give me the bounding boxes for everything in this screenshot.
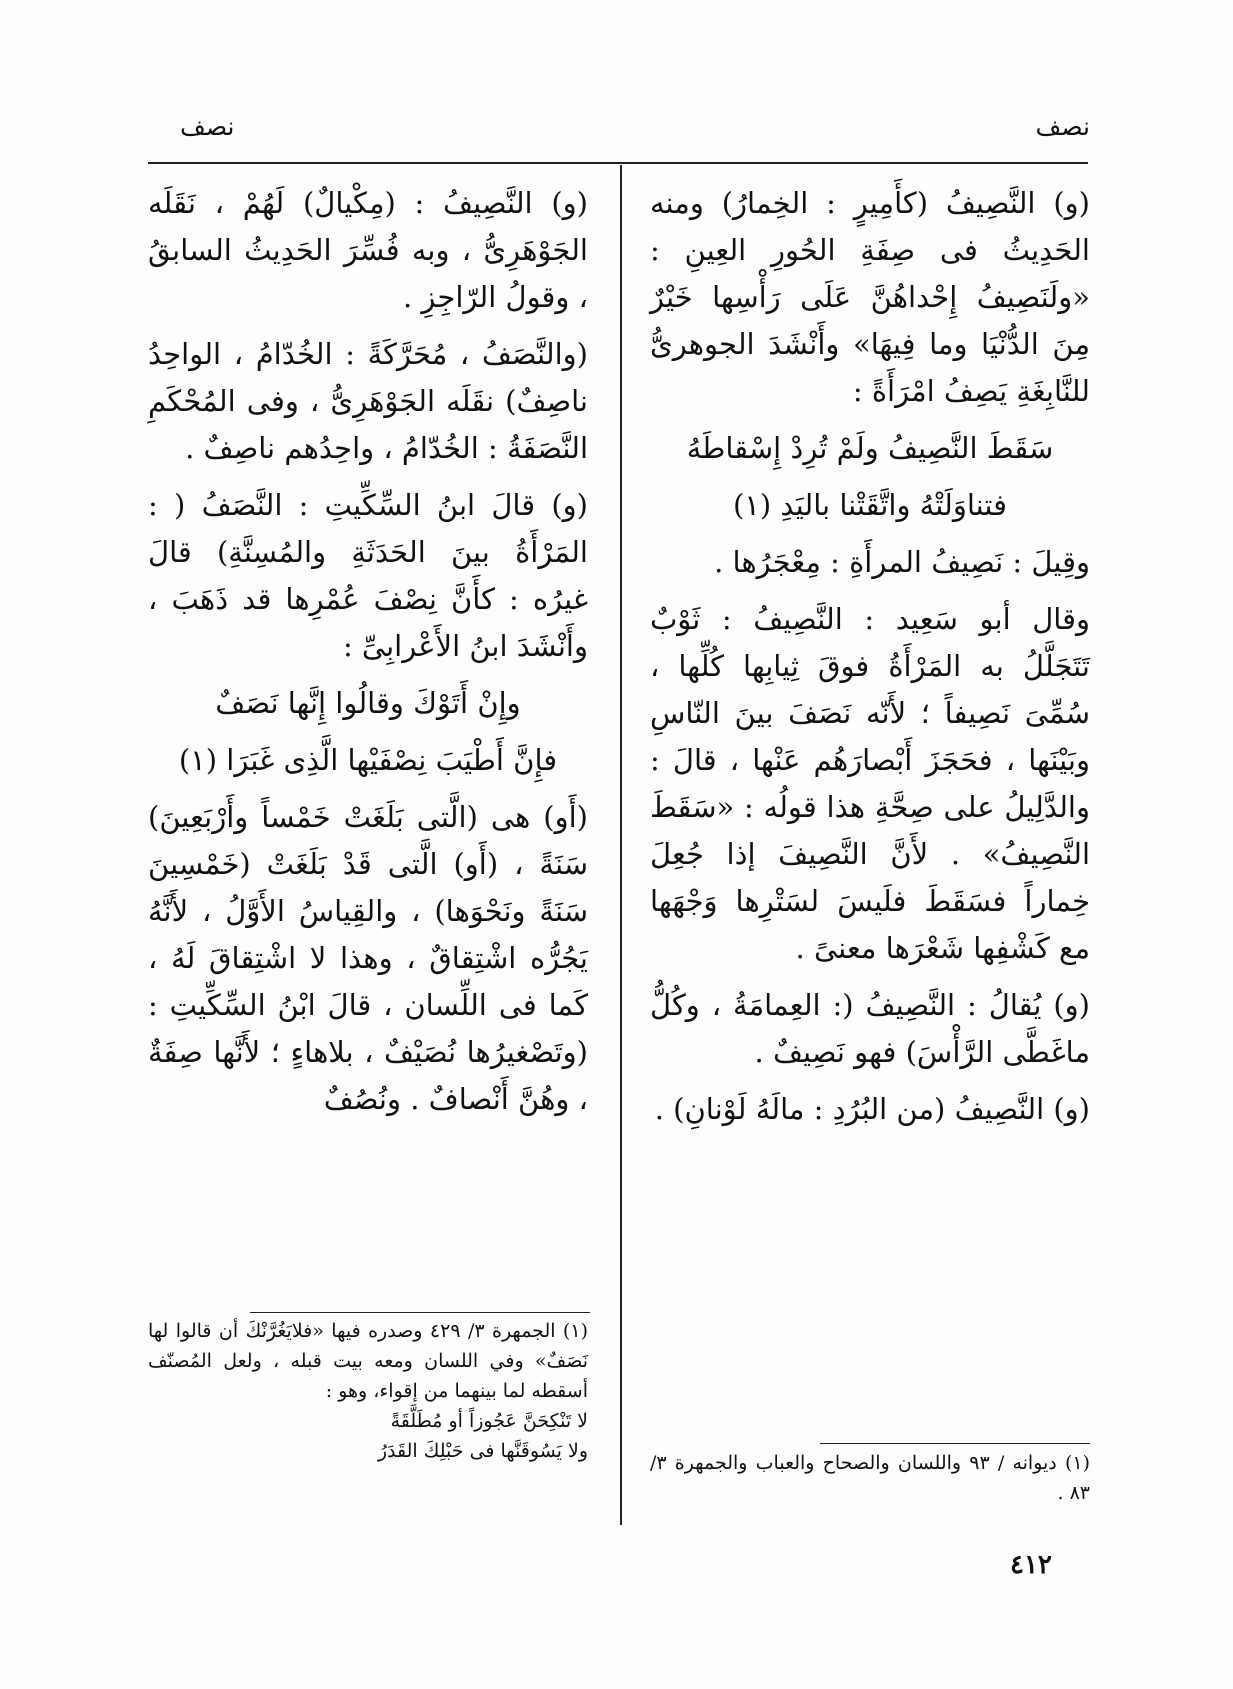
paragraph: (و) النَّصِيفُ (من البُرُدِ : مالَهُ لَوْنانِ) . [654,1092,1090,1126]
footnote-left [148,1316,588,1466]
paragraph: (و) يُقالُ : النَّصِيفُ (: العِمامَةُ ، وكُلُّ ماغَطَّى الرَّأْسَ) فهو نَصِيفٌ . [650,988,1090,1069]
paragraph: وقال أبو سَعِيد : النَّصِيفُ : ثَوْبٌ تَتَجَلَّلُ به المَرْأَةُ فوقَ ثِيابِها كُلِّها ، سُمِّىَ نَصِيفاً ؛ لأَنّه نَصَفَ بينَ النّاسِ وبَيْنَها ، فحَجَزَ أَبْصارَهُم عَنْها ، قالَ : والدَّلِيلُ على صِحَّةِ هذا قولُه : «سَقَطَ النَّصِيفُ» . لأَنَّ النَّصِيفَ إذا جُعِلَ خِماراً فسَقَطَ فلَيسَ لسَتْرِها وَجْهَها مع كَشْفِها شَعْرَها معنىً . [650,602,1090,965]
right-column [650,180,1090,1143]
paragraph: (و) النَّصِيفُ : (مِكْيالٌ) لَهُمْ ، نَقَلَه الجَوْهَرِىُّ ، وبه فُسِّرَ الحَدِيثُ السابقُ ، وقولُ الرّاجِزِ . [148,186,588,314]
footnote-text: (١) الجمهرة ٣/ ٤٢٩ وصدره فيها «فلايَغُرَّنْكَ أن قالوا لها نَصَفٌ» وفي اللسان ومعه بيت قبله ، ولعل المُصنّف أسقطه لما بينهما من إقواء، وهو : [148,1320,588,1402]
header-rule [148,162,1088,164]
footnote-rule [250,1312,590,1313]
verse-line: سَقَطَ النَّصِيفُ ولَمْ تُرِدْ إِسْقاطَهُ [686,431,1054,465]
paragraph: (و) النَّصِيفُ (كأَمِيرٍ : الخِمارُ) ومنه الحَدِيثُ فى صِفَةِ الحُورِ العِينِ : «ولَنَصِيفُ إِحْداهُنَّ عَلَى رَأْسِها خَيْرٌ مِنَ الدُّنْيَا وما فِيهَا» وأَنْشَدَ الجوهرىُّ للنَّابِغَةِ يَصِفُ امْرَأَةً : [650,186,1090,408]
running-head-right: نصف [1035,112,1090,141]
footnote-verse: لا تَنْكِحَنَّ عَجُوزاً أو مُطَلَّقَةً [390,1410,588,1432]
running-head-left: نصف [180,112,235,141]
footnote-verse: ولا يَسُوقَنَّها فى حَبْلِكَ القَدَرُ [377,1440,588,1462]
footnote-rule [820,1443,1090,1444]
page-number: ٤١٢ [1010,1550,1052,1580]
paragraph: (و) قالَ ابنُ السِّكِّيتِ : النَّصَفُ ( : المَرْأَةُ بينَ الحَدَثَةِ والمُسِنَّةِ) قالَ غيرُه : كأَنَّ نِصْفَ عُمْرِها قد ذَهَبَ ، وأَنْشَدَ ابنُ الأَعْرابِىِّ : [148,488,588,663]
paragraph: (أَو) هى (الَّتى بَلَغَتْ خَمْساً وأَرْبَعِينَ) سَنَةً ، (أَو) الَّتى قَدْ بَلَغَتْ (خَمْسِينَ سَنَةً ونَحْوَها) ، والقِياسُ الأَوَّلُ ، لأَنَّهُ يَجُرُّه اشْتِقاقٌ ، وهذا لا اشْتِقاقَ لَهُ ، كَما فى اللِّسان ، قالَ ابْنُ السِّكِّيتِ : (وتَصْغيرُها نُصَيْفٌ ، بلاهاءٍ ؛ لأَنَّها صِفَةٌ ، وهُنَّ أَنْصافٌ . ونُصُفٌ [148,800,588,1116]
column-divider [620,165,622,1525]
paragraph: (والنَّصَفُ ، مُحَرَّكَةً : الخُدّامُ ، الواحِدُ ناصِفٌ) نقَلَه الجَوْهَرِىُّ ، وفى المُحْكَمِ النَّصَفَةُ : الخُدّامُ ، واحِدُهم ناصِفٌ . [148,337,588,465]
left-column [148,180,588,1133]
footnote-right [650,1448,1090,1508]
verse-line: فتناوَلَتْهُ واتَّقَتْنا باليَدِ (١) [732,488,1008,522]
footnote-text: (١) ديوانه / ٩٣ واللسان والصحاح والعباب والجمهرة ٣/ ٨٣ . [650,1452,1090,1504]
verse-line: فإِنَّ أَطْيَبَ نِصْفَيْها الَّذِى غَبَرَا (١) [178,743,558,777]
verse-line: وإِنْ أَتَوْكَ وقالُوا إِنَّها نَصَفٌ [215,686,521,720]
paragraph: وقِيلَ : نَصِيفُ المرأَةِ : مِعْجَرُها . [714,545,1090,579]
